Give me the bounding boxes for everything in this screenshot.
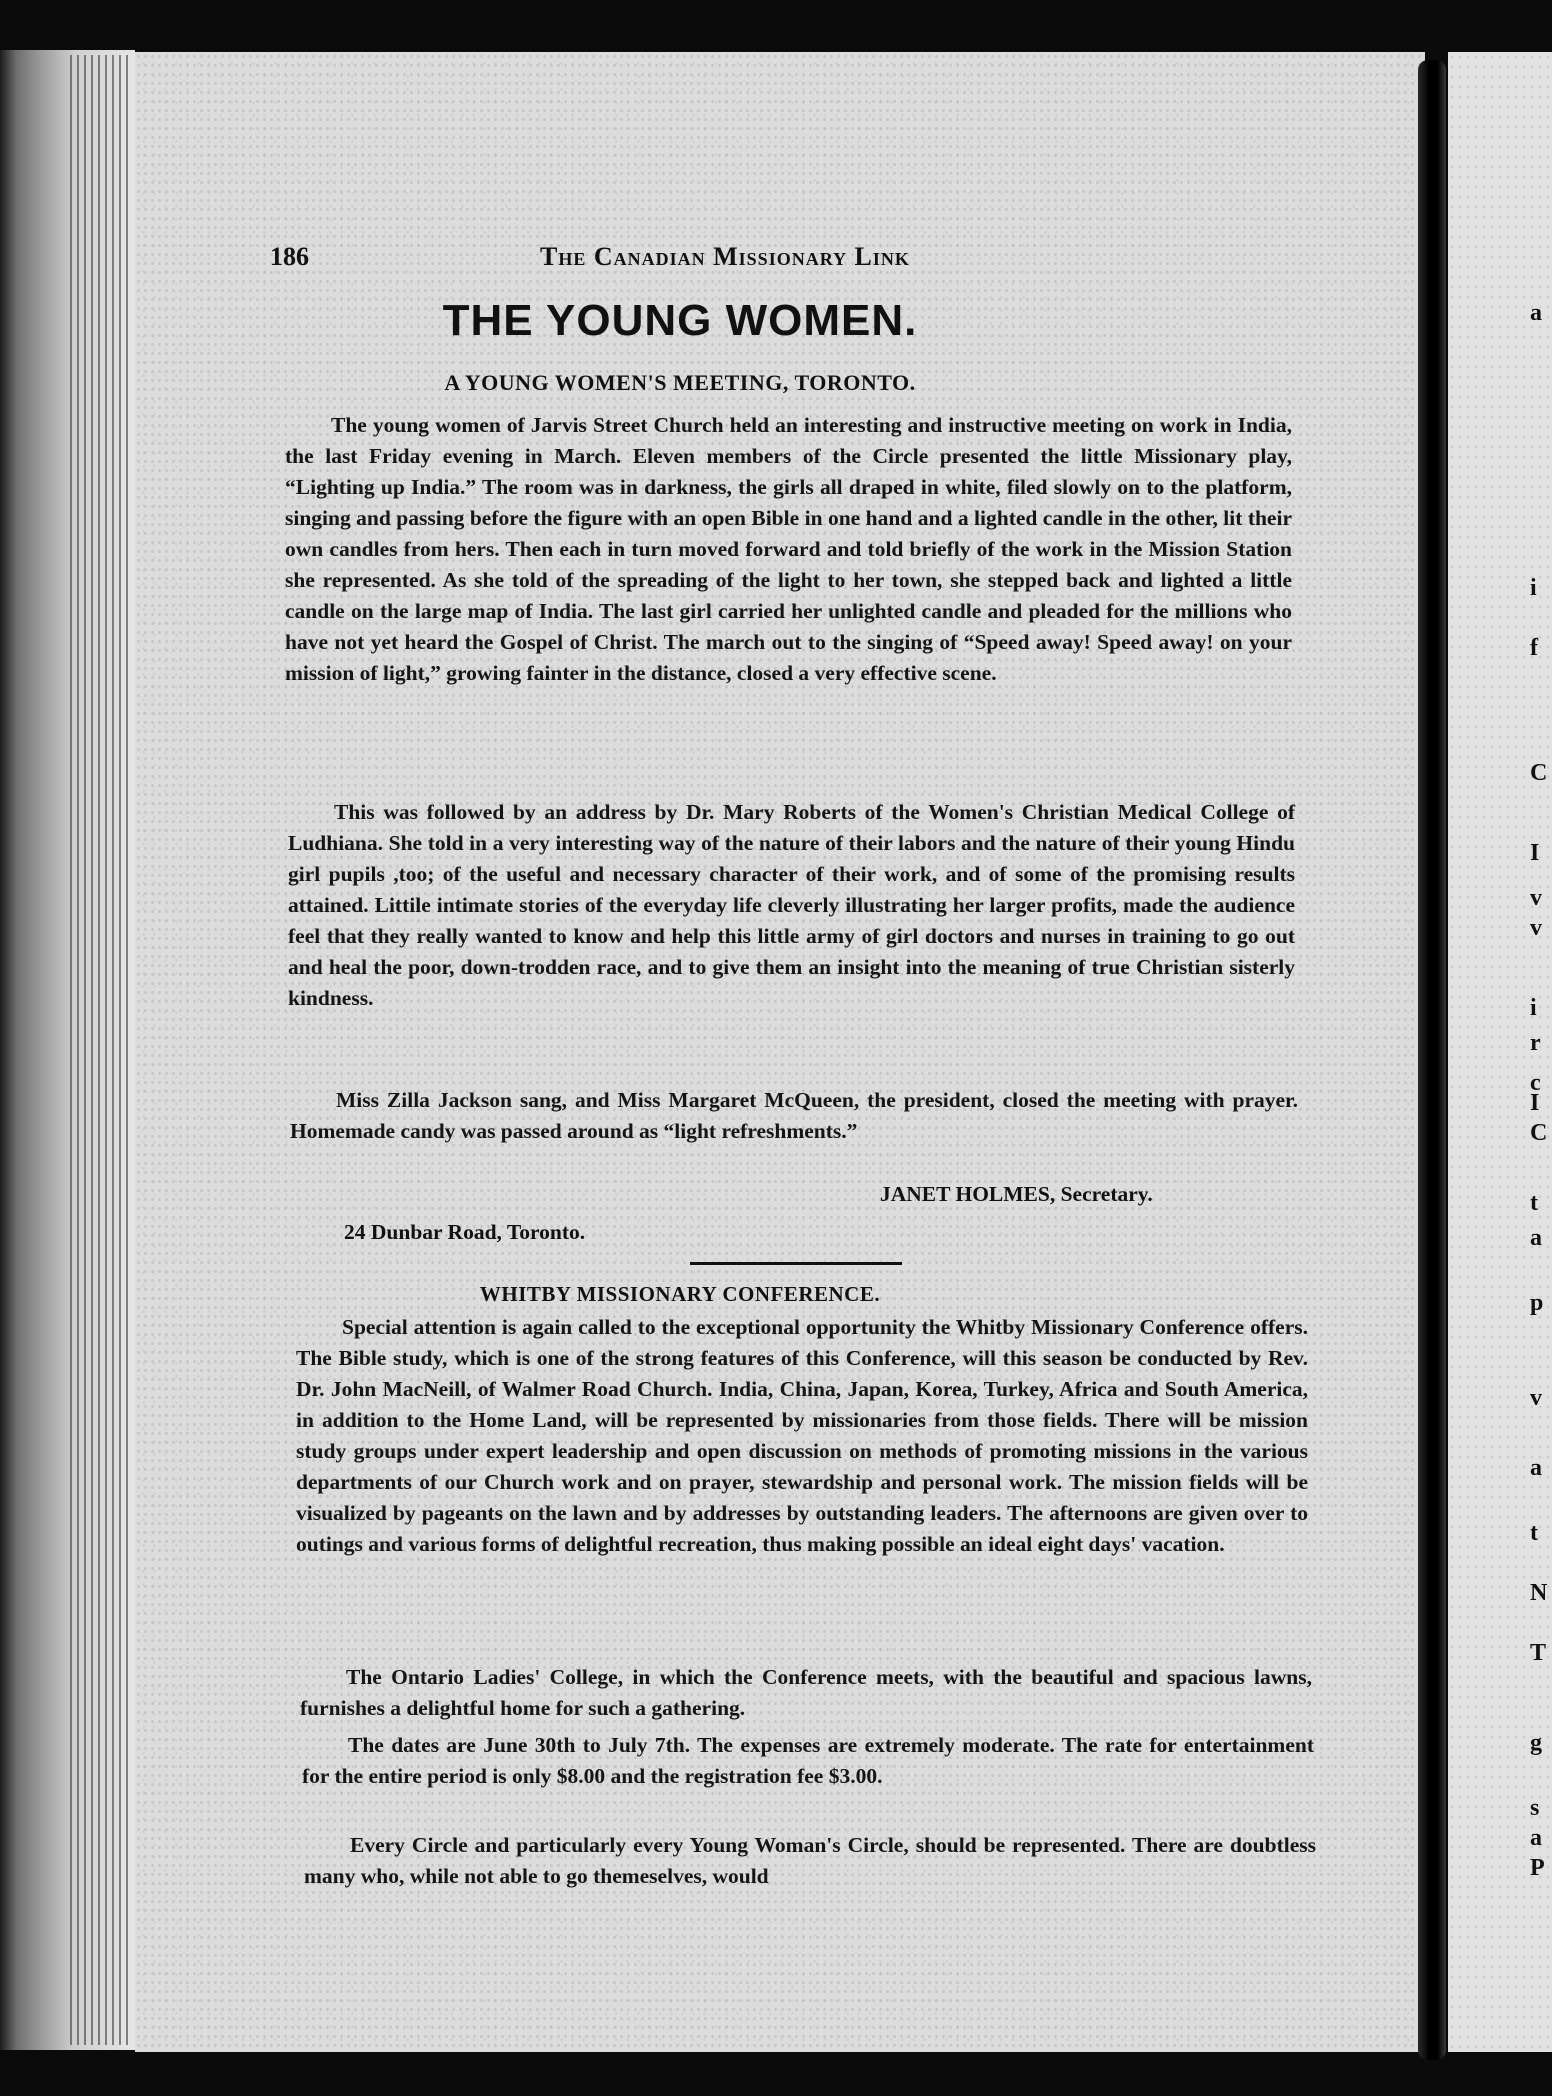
- article-subtitle: A YOUNG WOMEN'S MEETING, TORONTO.: [444, 370, 916, 395]
- article-title: THE YOUNG WOMEN.: [442, 296, 918, 345]
- edge-letter: C: [1530, 1120, 1548, 1146]
- edge-letter: f: [1530, 635, 1538, 661]
- page-number: 186: [270, 242, 309, 271]
- edge-letter: p: [1530, 1290, 1544, 1316]
- running-header: [270, 242, 1030, 282]
- edge-letter: i: [1530, 575, 1537, 601]
- edge-letter: a: [1530, 1225, 1542, 1251]
- edge-letter: i: [1530, 995, 1537, 1021]
- edge-letter: t: [1530, 1520, 1538, 1546]
- edge-letter: I: [1530, 1090, 1540, 1116]
- edge-letter: P: [1530, 1855, 1545, 1881]
- edge-letter: v: [1530, 1385, 1542, 1411]
- edge-letter: N: [1530, 1580, 1548, 1606]
- edge-letter: c: [1530, 1070, 1541, 1096]
- edge-letter: t: [1530, 1190, 1538, 1216]
- paragraph: Miss Zilla Jackson sang, and Miss Margaret McQueen, the president, closed the meeting with prayer. Homemade candy was passed around as “light refreshments.”: [290, 1088, 1298, 1143]
- signature: JANET HOLMES, Secretary.: [880, 1182, 1153, 1206]
- section-divider: [690, 1262, 902, 1265]
- edge-letter: v: [1530, 885, 1542, 911]
- running-title: The Canadian Missionary Link: [540, 242, 910, 271]
- address: 24 Dunbar Road, Toronto.: [344, 1220, 586, 1244]
- edge-letter: s: [1530, 1795, 1540, 1821]
- paragraph: The Ontario Ladies' College, in which the Conference meets, with the beautiful and spacious lawns, furnishes a delightful home for such a gathering.: [300, 1665, 1312, 1720]
- edge-letter: a: [1530, 1825, 1542, 1851]
- paragraph: The young women of Jarvis Street Church held an interesting and instructive meeting on work in India, the last Friday evening in March. Eleven members of the Circle presented the little Missionary play, “Lighting up India.” The room was in darkness, the girls all draped in white, filed slowly on to the platform, singing and passing before the figure with an open Bible in one hand and a lighted candle in the other, lit their own candles from hers. Then each in turn moved forward and told briefly of the work in the Mission Station she represented. As she told of the spreading of the light to her town, she stepped back and lighted a little candle on the large map of India. The last girl carried her unlighted candle and pleaded for the millions who have not yet heard the Gospel of Christ. The march out to the singing of “Speed away! Speed away! on your mission of light,” growing fainter in the distance, closed a very effective scene.: [285, 413, 1292, 685]
- paragraph: Special attention is again called to the exceptional opportunity the Whitby Missionary Conference offers. The Bible study, which is one of the strong features of this Conference, will this season be conducted by Rev. Dr. John MacNeill, of Walmer Road Church. India, China, Japan, Korea, Turkey, Africa and South America, in addition to the Home Land, will be represented by missionaries from those fields. There will be mission study groups under expert leadership and open discussion on methods of promoting missions in the various departments of our Church work and on prayer, stewardship and personal work. The mission fields will be visualized by pageants on the lawn and by addresses by outstanding leaders. The afternoons are given over to outings and various forms of delightful recreation, thus making possible an ideal eight days' vacation.: [296, 1315, 1308, 1556]
- edge-letter: a: [1530, 1455, 1542, 1481]
- edge-letter: T: [1530, 1640, 1547, 1666]
- paragraph: The dates are June 30th to July 7th. The expenses are extremely moderate. The rate for entertainment for the entire period is only $8.00 and the registration fee $3.00.: [302, 1733, 1314, 1788]
- edge-letter: g: [1530, 1730, 1542, 1756]
- paragraph: Every Circle and particularly every Young Woman's Circle, should be represented. There are doubtless many who, while not able to go themeselves, would: [304, 1833, 1316, 1888]
- edge-letter: I: [1530, 840, 1540, 866]
- edge-letter: C: [1530, 760, 1548, 786]
- edge-letter: r: [1530, 1030, 1541, 1056]
- paragraph: This was followed by an address by Dr. Mary Roberts of the Women's Christian Medical College of Ludhiana. She told in a very interesting way of the nature of their labors and the nature of their young Hindu girl pupils ,too; of the useful and necessary character of their work, and of some of the promising results attained. Littile intimate stories of the everyday life cleverly illustrating her larger profits, made the audience feel that they really wanted to know and help this little army of girl doctors and nurses in training to go out and heal the poor, down-trodden race, and to give them an insight into the meaning of true Christian sisterly kindness.: [288, 800, 1295, 1010]
- section-title: WHITBY MISSIONARY CONFERENCE.: [479, 1282, 881, 1306]
- edge-letter: v: [1530, 915, 1542, 941]
- edge-letter: a: [1530, 300, 1542, 326]
